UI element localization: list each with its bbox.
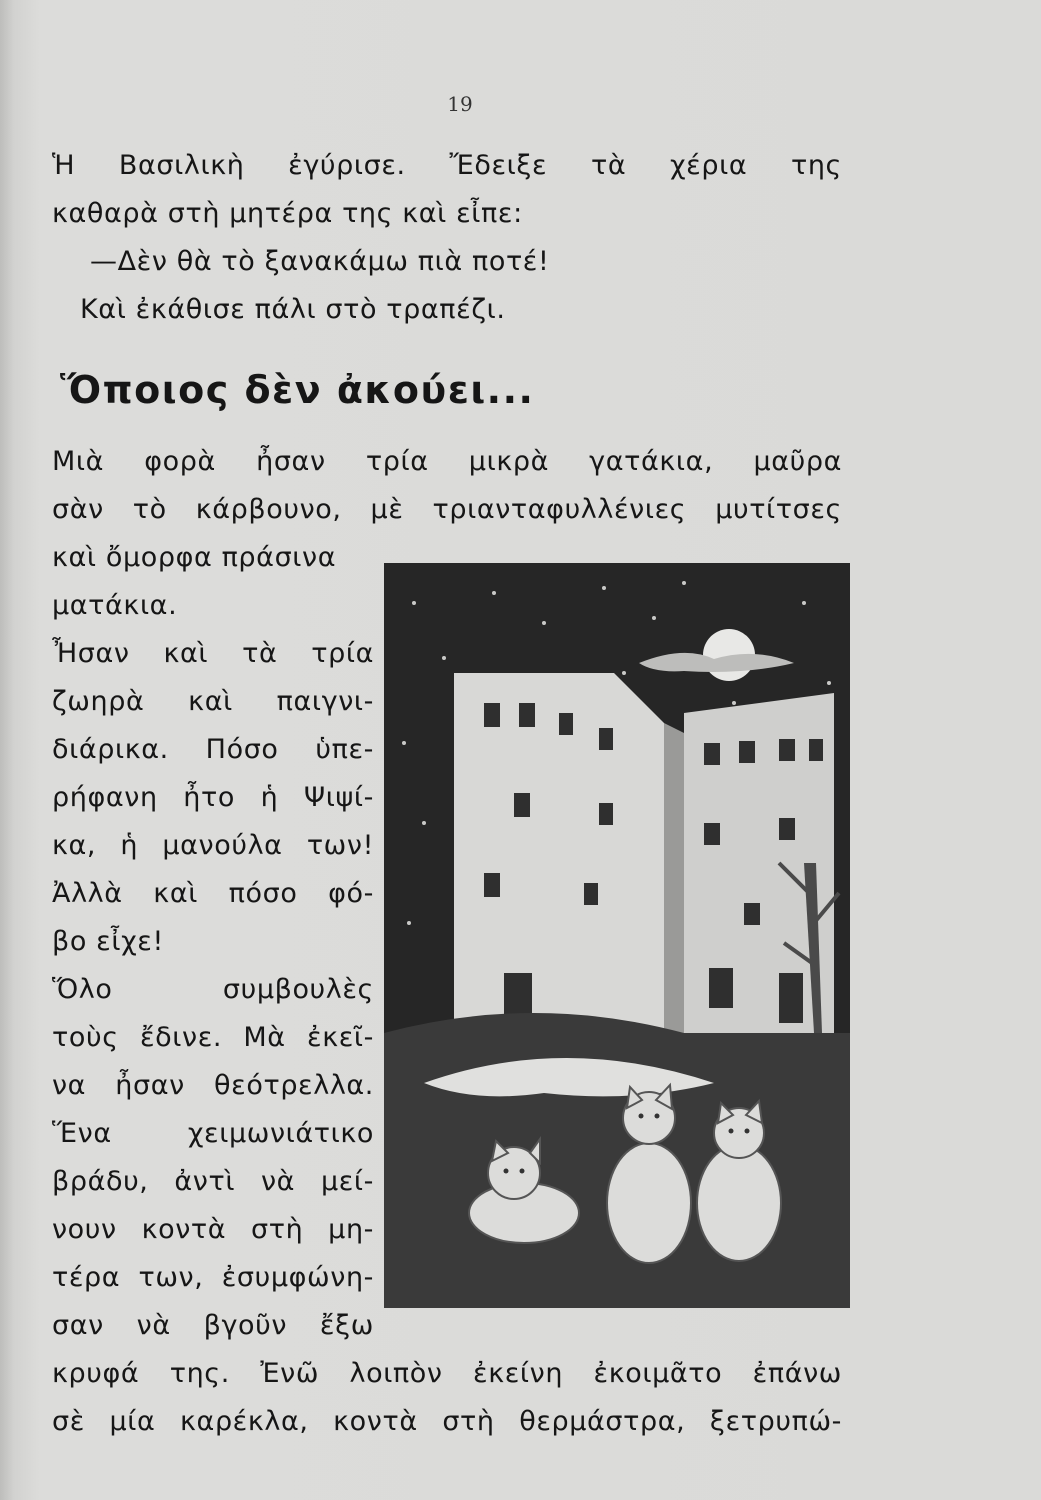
text-line: ζωηρὰ καὶ παιγνι-: [52, 686, 374, 717]
cats-illustration: [384, 563, 850, 1308]
text-line: καθαρὰ στὴ μητέρα της καὶ εἶπε:: [52, 198, 523, 229]
text-line: διάρικα. Πόσο ὑπε-: [52, 734, 374, 765]
text-line: Μιὰ φορὰ ἦσαν τρία μικρὰ γατάκια, μαῦρα: [52, 446, 842, 477]
text-line: νουν κοντὰ στὴ μη-: [52, 1214, 374, 1245]
text-line: Ὅλο συμβουλὲς: [52, 974, 374, 1005]
night-street-woodcut: [384, 563, 850, 1308]
text-line: κρυφά της. Ἐνῶ λοιπὸν ἐκείνη ἐκοιμᾶτο ἐπάνω: [52, 1358, 842, 1389]
text-line: σὰν τὸ κάρβουνο, μὲ τριανταφυλλένιες μυτίτσες: [52, 494, 842, 525]
text-line: Ἕνα χειμωνιάτικο: [52, 1118, 374, 1149]
text-line: σαν νὰ βγοῦν ἔξω: [52, 1310, 374, 1341]
text-line: κα, ἡ μανούλα των!: [52, 830, 374, 861]
text-line: βο εἶχε!: [52, 926, 164, 957]
text-line: Ἦσαν καὶ τὰ τρία: [52, 638, 374, 669]
text-line: τέρα των, ἐσυμφώνη-: [52, 1262, 374, 1293]
text-line: —Δὲν θὰ τὸ ξανακάμω πιὰ ποτέ!: [90, 246, 550, 277]
text-line: να ἦσαν θεότρελλα.: [52, 1070, 374, 1101]
text-line: Ἡ Βασιλικὴ ἐγύρισε. Ἔδειξε τὰ χέρια της: [52, 150, 842, 181]
text-line: τοὺς ἔδινε. Μὰ ἐκεῖ-: [52, 1022, 374, 1053]
text-line: καὶ ὄμορφα πράσινα: [52, 542, 337, 573]
text-line: Ἀλλὰ καὶ πόσο φό-: [52, 878, 374, 909]
text-line: βράδυ, ἀντὶ νὰ μεί-: [52, 1166, 374, 1197]
story-title: Ὅποιος δὲν ἀκούει...: [60, 368, 535, 412]
text-line: σὲ μία καρέκλα, κοντὰ στὴ θερμάστρα, ξετρυπώ-: [52, 1406, 842, 1437]
text-line: ματάκια.: [52, 590, 178, 621]
text-line: ρήφανη ἦτο ἡ Ψιψί-: [52, 782, 374, 813]
page-number: 19: [447, 92, 473, 116]
text-line: Καὶ ἐκάθισε πάλι στὸ τραπέζι.: [80, 294, 506, 325]
